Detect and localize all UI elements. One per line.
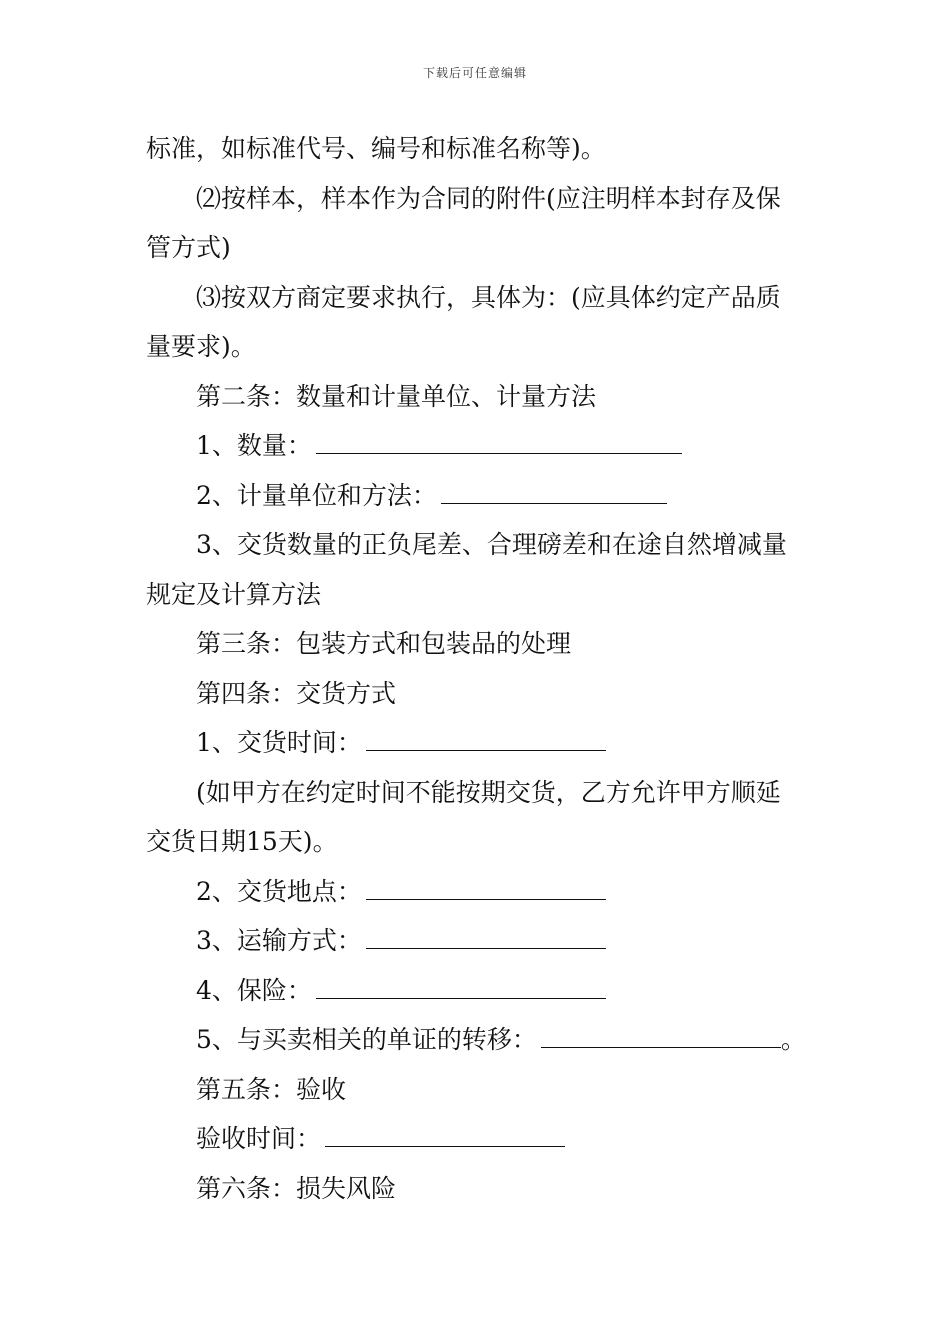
- field-label: 2、计量单位和方法：: [196, 480, 437, 510]
- field-row-delivery-place: [146, 867, 806, 917]
- field-label: 3、运输方式：: [196, 926, 362, 955]
- field-row-documents: [146, 1015, 806, 1065]
- section-heading: 第六条：损失风险: [196, 1173, 397, 1203]
- field-label: 验收时间：: [196, 1124, 322, 1153]
- field-row-quantity: [146, 421, 806, 471]
- insurance-blank[interactable]: [316, 976, 606, 999]
- field-label: 2、交货地点：: [196, 876, 362, 906]
- field-label: 1、数量：: [196, 431, 312, 460]
- document-body: [146, 124, 806, 1213]
- field-label: 1、交货时间：: [196, 728, 362, 757]
- paragraph-line: 3、交货数量的正负尾差、合理磅差和在途自然增减量: [196, 530, 787, 559]
- quantity-blank[interactable]: [316, 431, 682, 454]
- paragraph-line: (如甲方在约定时间不能按期交货，乙方允许甲方顺延: [196, 777, 781, 807]
- section-heading: 第四条：交货方式: [196, 678, 397, 708]
- section-heading: 第五条：验收: [196, 1074, 347, 1104]
- field-label: 5、与买卖相关的单证的转移：: [196, 1025, 537, 1054]
- paragraph-line: 规定及计算方法: [146, 579, 322, 609]
- field-row-delivery-time: [146, 718, 806, 768]
- documents-blank[interactable]: [541, 1025, 781, 1048]
- paragraph-line: 量要求)。: [146, 332, 256, 361]
- page-header: 下载后可任意编辑: [422, 66, 527, 80]
- delivery-time-blank[interactable]: [366, 728, 606, 751]
- paragraph-line: 标准，如标准代号、编号和标准名称等)。: [146, 134, 606, 163]
- paragraph-line: ⑶按双方商定要求执行，具体为：(应具体约定产品质: [196, 282, 781, 312]
- field-row-unit-method: [146, 471, 806, 521]
- unit-method-blank[interactable]: [441, 481, 667, 504]
- section-heading: 第三条：包装方式和包装品的处理: [196, 629, 572, 658]
- transport-blank[interactable]: [366, 926, 606, 949]
- field-suffix: 。: [780, 1025, 806, 1054]
- section-heading: 第二条：数量和计量单位、计量方法: [196, 381, 597, 411]
- field-row-transport: [146, 916, 806, 966]
- paragraph-line: 交货日期15天)。: [146, 827, 338, 856]
- field-row-insurance: [146, 966, 806, 1016]
- paragraph-line: 管方式): [146, 233, 231, 262]
- paragraph-line: ⑵按样本，样本作为合同的附件(应注明样本封存及保: [196, 183, 781, 213]
- field-label: 4、保险：: [196, 975, 312, 1005]
- acceptance-time-blank[interactable]: [325, 1124, 565, 1147]
- delivery-place-blank[interactable]: [366, 877, 606, 900]
- field-row-acceptance-time: [146, 1114, 806, 1164]
